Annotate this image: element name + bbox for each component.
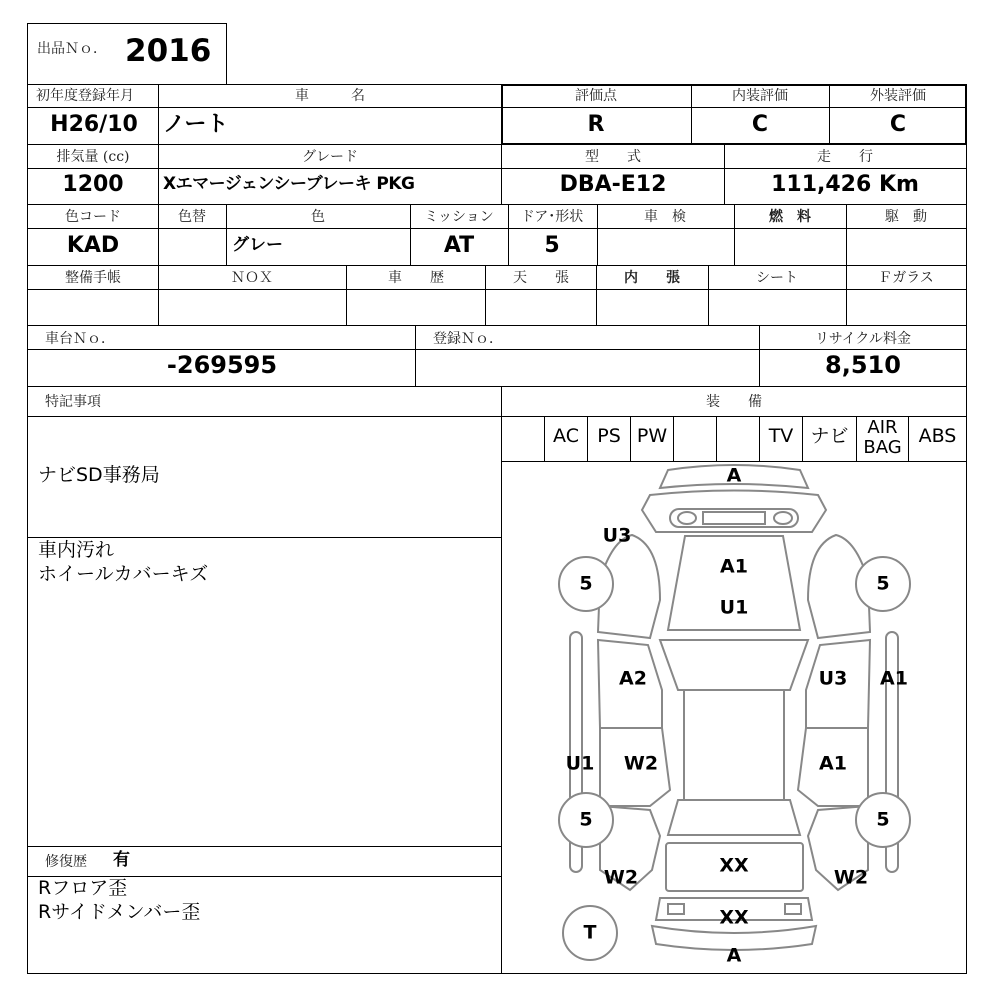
fuel-label: 燃 料 bbox=[769, 209, 811, 225]
doors-value: 5 bbox=[544, 233, 560, 258]
mileage-label: 走 行 bbox=[817, 149, 873, 165]
chassis-value: -269595 bbox=[166, 351, 278, 379]
mark-left-rear-door: W2 bbox=[623, 752, 659, 775]
grade-label: グレード bbox=[302, 149, 358, 165]
notes-text-2: 車内汚れ ホイールカバーキズ bbox=[38, 539, 209, 585]
mark-hood-bottom: U1 bbox=[719, 596, 749, 619]
mission-value: AT bbox=[443, 233, 475, 258]
repair-value: 有 bbox=[113, 850, 130, 870]
mark-left-front-door: A2 bbox=[619, 667, 647, 690]
mark-hood-top: A1 bbox=[720, 555, 748, 578]
exterior-label: 外装評価 bbox=[870, 88, 926, 104]
model-value: DBA-E12 bbox=[559, 172, 667, 197]
registration-label: 登録Ｎｏ． bbox=[433, 331, 503, 347]
mark-spare-tire: T bbox=[583, 921, 597, 944]
interior-value: C bbox=[751, 112, 769, 137]
interior-label: 内装評価 bbox=[732, 88, 788, 104]
lot-number: 2016 bbox=[125, 33, 212, 69]
f-glass-label: Ｆガラス bbox=[878, 270, 934, 286]
mark-trunk: XX bbox=[719, 854, 749, 877]
exterior-value: C bbox=[889, 112, 907, 137]
color-code-label: 色コード bbox=[65, 209, 121, 225]
front-emblem-right bbox=[774, 512, 792, 524]
rear-window bbox=[668, 800, 800, 835]
windshield bbox=[660, 640, 808, 690]
equipment-pw: PW bbox=[636, 425, 668, 447]
mark-rear-right-wheel: 5 bbox=[876, 808, 890, 831]
mark-front-left-wheel: 5 bbox=[579, 572, 593, 595]
mark-rear-bumper: A bbox=[726, 944, 742, 967]
first-reg-label: 初年度登録年月 bbox=[36, 88, 134, 104]
equipment-ps: PS bbox=[597, 425, 621, 447]
mark-rear-panel: XX bbox=[719, 906, 749, 929]
mark-left-sill: U1 bbox=[565, 752, 595, 775]
color-value: グレー bbox=[232, 235, 283, 255]
score-label: 評価点 bbox=[575, 88, 617, 104]
first-reg-value: H26/10 bbox=[50, 112, 138, 137]
color-label: 色 bbox=[311, 209, 325, 225]
chassis-label: 車台Ｎｏ． bbox=[45, 331, 115, 347]
mark-right-rear-door: A1 bbox=[819, 752, 847, 775]
maintenance-label: 整備手帳 bbox=[65, 270, 121, 286]
mark-rear-left-quarter: W2 bbox=[603, 866, 639, 889]
drive-label: 駆 動 bbox=[885, 209, 927, 225]
mark-front-right-wheel: 5 bbox=[876, 572, 890, 595]
rear-light-right bbox=[785, 904, 801, 914]
recycle-label: リサイクル料金 bbox=[814, 331, 912, 347]
mark-rear-right-quarter: W2 bbox=[833, 866, 869, 889]
recycle-value: 8,510 bbox=[825, 351, 901, 379]
repair-label: 修復歴 bbox=[45, 854, 87, 870]
notes-label: 特記事項 bbox=[45, 394, 101, 410]
score-value: R bbox=[587, 112, 605, 137]
front-emblem bbox=[678, 512, 696, 524]
seat-label: シート bbox=[756, 270, 798, 286]
equipment-tv: TV bbox=[768, 425, 794, 447]
mission-label: ミッション bbox=[424, 209, 494, 225]
lot-number-label: 出品Ｎｏ． bbox=[37, 41, 107, 57]
mark-right-front-door: U3 bbox=[818, 667, 848, 690]
notes-text-1: ナビSD事務局 bbox=[38, 464, 160, 486]
history-label: 車 歴 bbox=[388, 270, 444, 286]
displacement-value: 1200 bbox=[62, 172, 124, 197]
color-code-value: KAD bbox=[66, 233, 120, 258]
equipment-label: 装 備 bbox=[706, 394, 762, 410]
roof-lining-label: 天 張 bbox=[513, 270, 569, 286]
rear-light-left bbox=[668, 904, 684, 914]
interior-lining-label: 内 張 bbox=[624, 270, 680, 286]
front-plate bbox=[703, 512, 765, 524]
inspection-label: 車 検 bbox=[644, 209, 686, 225]
mark-rear-left-wheel: 5 bbox=[579, 808, 593, 831]
equipment-abs: ABS bbox=[918, 425, 957, 447]
displacement-label: 排気量 (cc) bbox=[56, 149, 130, 165]
mark-front-bumper: A bbox=[726, 464, 742, 487]
mileage-value: 111,426 Km bbox=[771, 172, 919, 197]
repaint-label: 色替 bbox=[178, 209, 206, 225]
model-label: 型 式 bbox=[585, 149, 641, 165]
doors-label: ドア･形状 bbox=[520, 209, 584, 225]
mark-front-left-fender: U3 bbox=[602, 524, 632, 547]
car-name-value: ノート bbox=[163, 112, 229, 137]
car-name-label: 車 名 bbox=[295, 88, 365, 104]
mark-right-pillar: A1 bbox=[880, 667, 908, 690]
equipment-navi: ナビ bbox=[810, 425, 849, 447]
repair-text: Rフロア歪 Rサイドメンバー歪 bbox=[38, 877, 201, 923]
grade-value: Xエマージェンシーブレーキ PKG bbox=[163, 174, 415, 194]
nox-label: ＮＯＸ bbox=[231, 270, 273, 286]
roof bbox=[684, 690, 784, 800]
equipment-airbag: AIR BAG bbox=[863, 417, 902, 458]
equipment-ac: AC bbox=[553, 425, 579, 447]
